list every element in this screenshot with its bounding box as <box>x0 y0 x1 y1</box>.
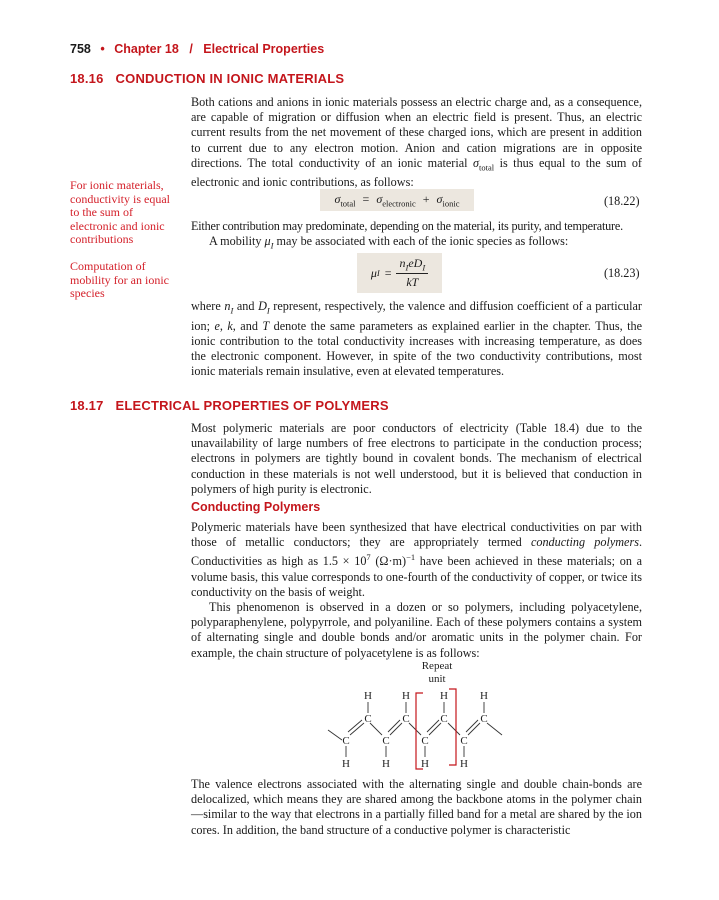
hydrogen-atoms <box>342 690 488 770</box>
margin-note-ionic-conductivity: For ionic materials, conductivity is equal to the sum of electronic and ionic contributions <box>70 178 170 247</box>
paragraph-ionic-intro: Both cations and anions in ionic materials possess an electric charge and, as a consequence, are capable of migration or diffusion when an electric field is present. Thus, an electric current results from the net movement of these charged ions, which are present in addition to current due to any electron motion. Anion and cation migrations are in opposite directions. The total conductivity of an ionic material $\sigma_{total}$ is thus equal to the sum of electronic and ionic contributions, as follows: <box>191 95 642 190</box>
paragraph-valence-electrons: The valence electrons associated with the alternating single and double chain-bonds are delocalized, which means they are shared among the backbone atoms in the polymer chain—similar to the way that electrons in a partially filled band for a metal are shared by the ion cores. In addition, the band structure of a conductive polymer is characteristic <box>191 777 642 837</box>
section-number: 18.16 <box>70 71 104 86</box>
bond-lines <box>328 702 502 757</box>
running-header <box>70 42 324 56</box>
atom-c: C <box>342 735 350 747</box>
section-heading-18-17 <box>70 398 389 413</box>
atom-c: C <box>421 735 429 747</box>
atom-c: C <box>460 735 468 747</box>
section-title: ELECTRICAL PROPERTIES OF POLYMERS <box>115 398 389 413</box>
paragraph-polymers-intro: Most polymeric materials are poor conductors of electricity (Table 18.4) due to the unavailability of large numbers of free electrons to participate in the conduction process; electrons in polymers are tightly bound in covalent bonds. The mechanism of electrical conduction in these materials is not well understood, but it is believed that conduction in polymers of high purity is electronic. <box>191 421 642 496</box>
atom-c: C <box>364 713 372 725</box>
paragraph-mobility: A mobility $\mu_I$ may be associated with each of the ionic species as follows: <box>209 234 569 251</box>
chapter-title: Electrical Properties <box>203 42 325 56</box>
atom-h: H <box>421 758 429 770</box>
polyacetylene-structure-diagram <box>320 655 520 770</box>
atom-h: H <box>382 758 390 770</box>
equation-18-22: $\sigma_{total} = \sigma_{electronic} + \sigma_{ionic}$ <box>320 189 474 211</box>
page-number: 758 <box>70 42 91 56</box>
equation-number-18-22: (18.22) <box>604 194 640 208</box>
atom-h: H <box>342 758 350 770</box>
margin-note-mobility: Computation of mobility for an ionic species <box>70 259 169 301</box>
section-heading-18-16 <box>70 71 344 86</box>
section-title: CONDUCTION IN IONIC MATERIALS <box>115 71 345 86</box>
equation-18-23: μ I = $\frac{n_IeD_I}{kT}$ <box>357 253 442 293</box>
atom-h: H <box>480 690 488 702</box>
paragraph-conducting-polymers: Polymeric materials have been synthesized that have electrical conductivities on par with those of metallic conductors; they are appropriately termed conducting polymers. Conductivities as high as $1.5 \times 10^7$ $(\Omega\cdot m)^{-1}$ have been achieved in these materials; on a volume basis, this value corresponds to one-fourth of the conductivity of copper, or twice its conductivity on the basis of weight. This phenomenon is observed in a dozen or so polymers, including polyacetylene, polyparaphenylene, polypyrrole, and polyaniline. Each of these polymers contains a system of alternating single and double bonds and/or aromatic units in the polymer chain. For example, the chain structure of polyacetylene is as follows: <box>191 520 642 660</box>
paragraph-predominate: Either contribution may predominate, depending on the material, its purity, and temperature. <box>191 219 623 233</box>
paragraph-phenomenon: This phenomenon is observed in a dozen or so polymers, including polyacetylene, polyparaphenylene, polypyrrole, and polyaniline. Each of these polymers contains a system of alternating single and double bonds and/or aromatic units in the polymer chain. For example, the chain structure of polyacetylene is as follows: <box>191 600 642 660</box>
atom-c: C <box>440 713 448 725</box>
paragraph-ionic-contribution: where $n_I$ and $D_I$ represent, respectively, the valence and diffusion coefficient of a particular ion; e, k, and T denote the same parameters as explained earlier in the chapter. Thus, the ionic contribution to the total conductivity increases with increasing temperature, as does the electronic component. However, in spite of the two conductivity contributions, most ionic materials remain insulative, even at elevated temperatures. <box>191 299 642 379</box>
atom-h: H <box>460 758 468 770</box>
atom-h: H <box>402 690 410 702</box>
repeat-unit-label-line2: unit <box>428 673 446 685</box>
section-number: 18.17 <box>70 398 104 413</box>
atom-c: C <box>480 713 488 725</box>
subheading-conducting-polymers: Conducting Polymers <box>191 500 321 514</box>
carbon-atoms <box>342 713 487 747</box>
repeat-unit-label-line1: Repeat <box>421 660 453 672</box>
header-bullet: • <box>100 42 105 56</box>
atom-c: C <box>402 713 410 725</box>
header-separator: / <box>189 42 193 56</box>
equation-number-18-23: (18.23) <box>604 266 640 280</box>
atom-h: H <box>440 690 448 702</box>
chapter-label: Chapter 18 <box>114 42 179 56</box>
atom-h: H <box>364 690 372 702</box>
atom-c: C <box>382 735 390 747</box>
